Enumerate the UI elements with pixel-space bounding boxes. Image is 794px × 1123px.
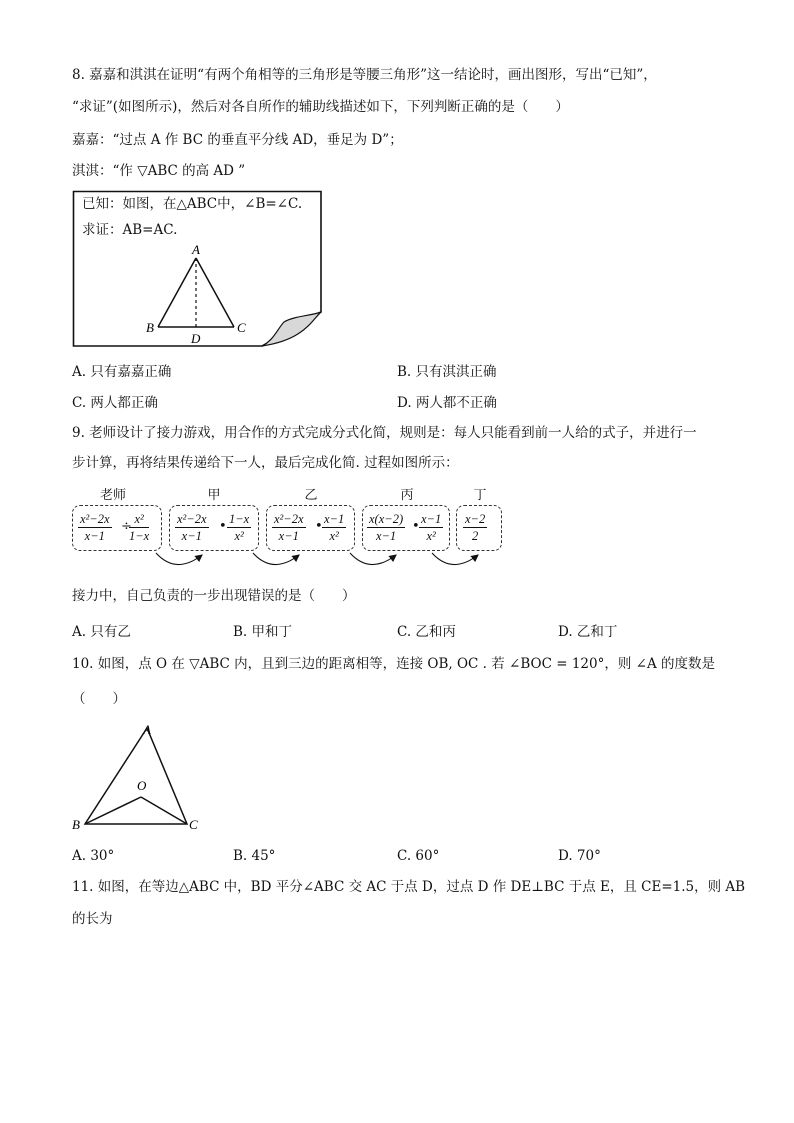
q8-jiajia-statement: 嘉嘉：“过点 A 作 BC 的垂直平分线 AD，垂足为 D”； xyxy=(72,132,403,148)
jia-frac-2: $\frac{1-x}{\text{x²}}$ xyxy=(229,512,250,543)
q10-option-c[interactable]: C. 60° xyxy=(397,848,440,864)
jia-operator: • xyxy=(219,519,227,534)
relay-box-yi xyxy=(266,505,355,551)
label-c: C xyxy=(237,320,246,335)
teacher-frac-1: $\frac{\text{x²−2x}}{x-1}$ xyxy=(80,512,110,543)
teacher-operator: ÷ xyxy=(121,519,132,534)
q8-option-a[interactable]: A. 只有嘉嘉正确 xyxy=(72,364,172,380)
q9-stem-line2: 步计算，再将结果传递给下一人，最后完成化简. 过程如图所示： xyxy=(72,455,459,471)
q9-option-a[interactable]: A. 只有乙 xyxy=(72,624,131,640)
relay-box-ding xyxy=(456,505,502,551)
q8-stem-line1: 8. 嘉嘉和淇淇在证明“有两个角相等的三角形是等腰三角形”这一结论时，画出图形，写出“已知”， xyxy=(72,67,657,83)
bing-operator: • xyxy=(412,519,420,534)
arrow-jia-to-yi xyxy=(253,553,299,565)
q8-note-card-figure xyxy=(72,190,324,350)
q8-stem-line2: “求证”(如图所示)，然后对各自所作的辅助线描述如下，下列判断正确的是（ ） xyxy=(72,99,569,115)
q10-stem-line2: （ ） xyxy=(72,691,126,707)
teacher-frac-2: $\frac{\text{x²}}{1-x}$ xyxy=(129,512,150,543)
q9-option-b[interactable]: B. 甲和丁 xyxy=(233,624,293,640)
yi-frac-2: $\frac{x-1}{\text{x²}}$ xyxy=(324,512,345,543)
card-known-text: 已知：如图，在△ABC中，∠B=∠C. xyxy=(82,196,303,212)
jia-frac-1: $\frac{\text{x²−2x}}{x-1}$ xyxy=(177,512,207,543)
q10-option-d[interactable]: D. 70° xyxy=(558,848,601,864)
relay-arrows xyxy=(150,549,490,577)
label-b: B xyxy=(146,320,154,335)
q9-stem-line1: 9. 老师设计了接力游戏，用合作的方式完成分式化简，规则是：每人只能看到前一人给的式子，并进行一 xyxy=(72,425,697,441)
bing-frac-2: $\frac{x-1}{\text{x²}}$ xyxy=(421,512,442,543)
segment-oc xyxy=(141,797,187,824)
ding-frac: $\frac{x-2}{2}$ xyxy=(465,512,486,543)
arrow-teacher-to-jia xyxy=(156,553,202,565)
relay-label-yi: 乙 xyxy=(304,488,318,503)
q10-label-a: A xyxy=(143,722,151,737)
q9-option-d[interactable]: D. 乙和丁 xyxy=(558,624,618,640)
q11-stem-line2: 的长为 xyxy=(72,911,113,927)
card-prove-text: 求证：AB=AC. xyxy=(82,222,178,238)
q10-triangle-figure xyxy=(66,718,212,838)
relay-label-bing: 丙 xyxy=(400,488,414,503)
q8-qiqi-statement: 淇淇：“作 ▽ABC 的高 AD ” xyxy=(72,163,246,179)
q8-option-c[interactable]: C. 两人都正确 xyxy=(72,395,158,411)
triangle-abc xyxy=(85,728,187,824)
q10-label-b: B xyxy=(72,817,80,832)
bing-frac-1: $\frac{x(x-2)}{x-1}$ xyxy=(369,512,404,543)
yi-operator: • xyxy=(315,519,323,534)
q10-label-o: O xyxy=(137,778,147,793)
relay-label-jia: 甲 xyxy=(207,488,221,503)
q10-option-b[interactable]: B. 45° xyxy=(233,848,276,864)
relay-box-teacher xyxy=(72,505,162,551)
label-a: A xyxy=(192,242,200,257)
q8-option-d[interactable]: D. 两人都不正确 xyxy=(397,395,497,411)
q9-prompt: 接力中，自己负责的一步出现错误的是（ ） xyxy=(72,588,356,604)
relay-box-bing xyxy=(362,505,450,551)
label-d: D xyxy=(191,331,201,346)
arrow-bing-to-ding xyxy=(432,553,478,565)
relay-label-ding: 丁 xyxy=(473,488,487,503)
relay-box-jia xyxy=(169,505,259,551)
q10-stem-line1: 10. 如图，点 O 在 ▽ABC 内，且到三边的距离相等，连接 OB, OC . 若 ∠BOC = 120°，则 ∠A 的度数是 xyxy=(72,656,715,672)
q9-option-c[interactable]: C. 乙和丙 xyxy=(397,624,456,640)
q10-option-a[interactable]: A. 30° xyxy=(72,848,115,864)
q8-option-b[interactable]: B. 只有淇淇正确 xyxy=(397,364,497,380)
relay-label-teacher: 老师 xyxy=(99,488,126,503)
yi-frac-1: $\frac{\text{x²−2x}}{x-1}$ xyxy=(274,512,304,543)
arrow-yi-to-bing xyxy=(350,553,396,565)
q11-stem-line1: 11. 如图，在等边△ABC 中，BD 平分∠ABC 交 AC 于点 D，过点 D 作 DE⊥BC 于点 E，且 CE=1.5，则 AB xyxy=(72,879,746,895)
q10-label-c: C xyxy=(189,817,198,832)
